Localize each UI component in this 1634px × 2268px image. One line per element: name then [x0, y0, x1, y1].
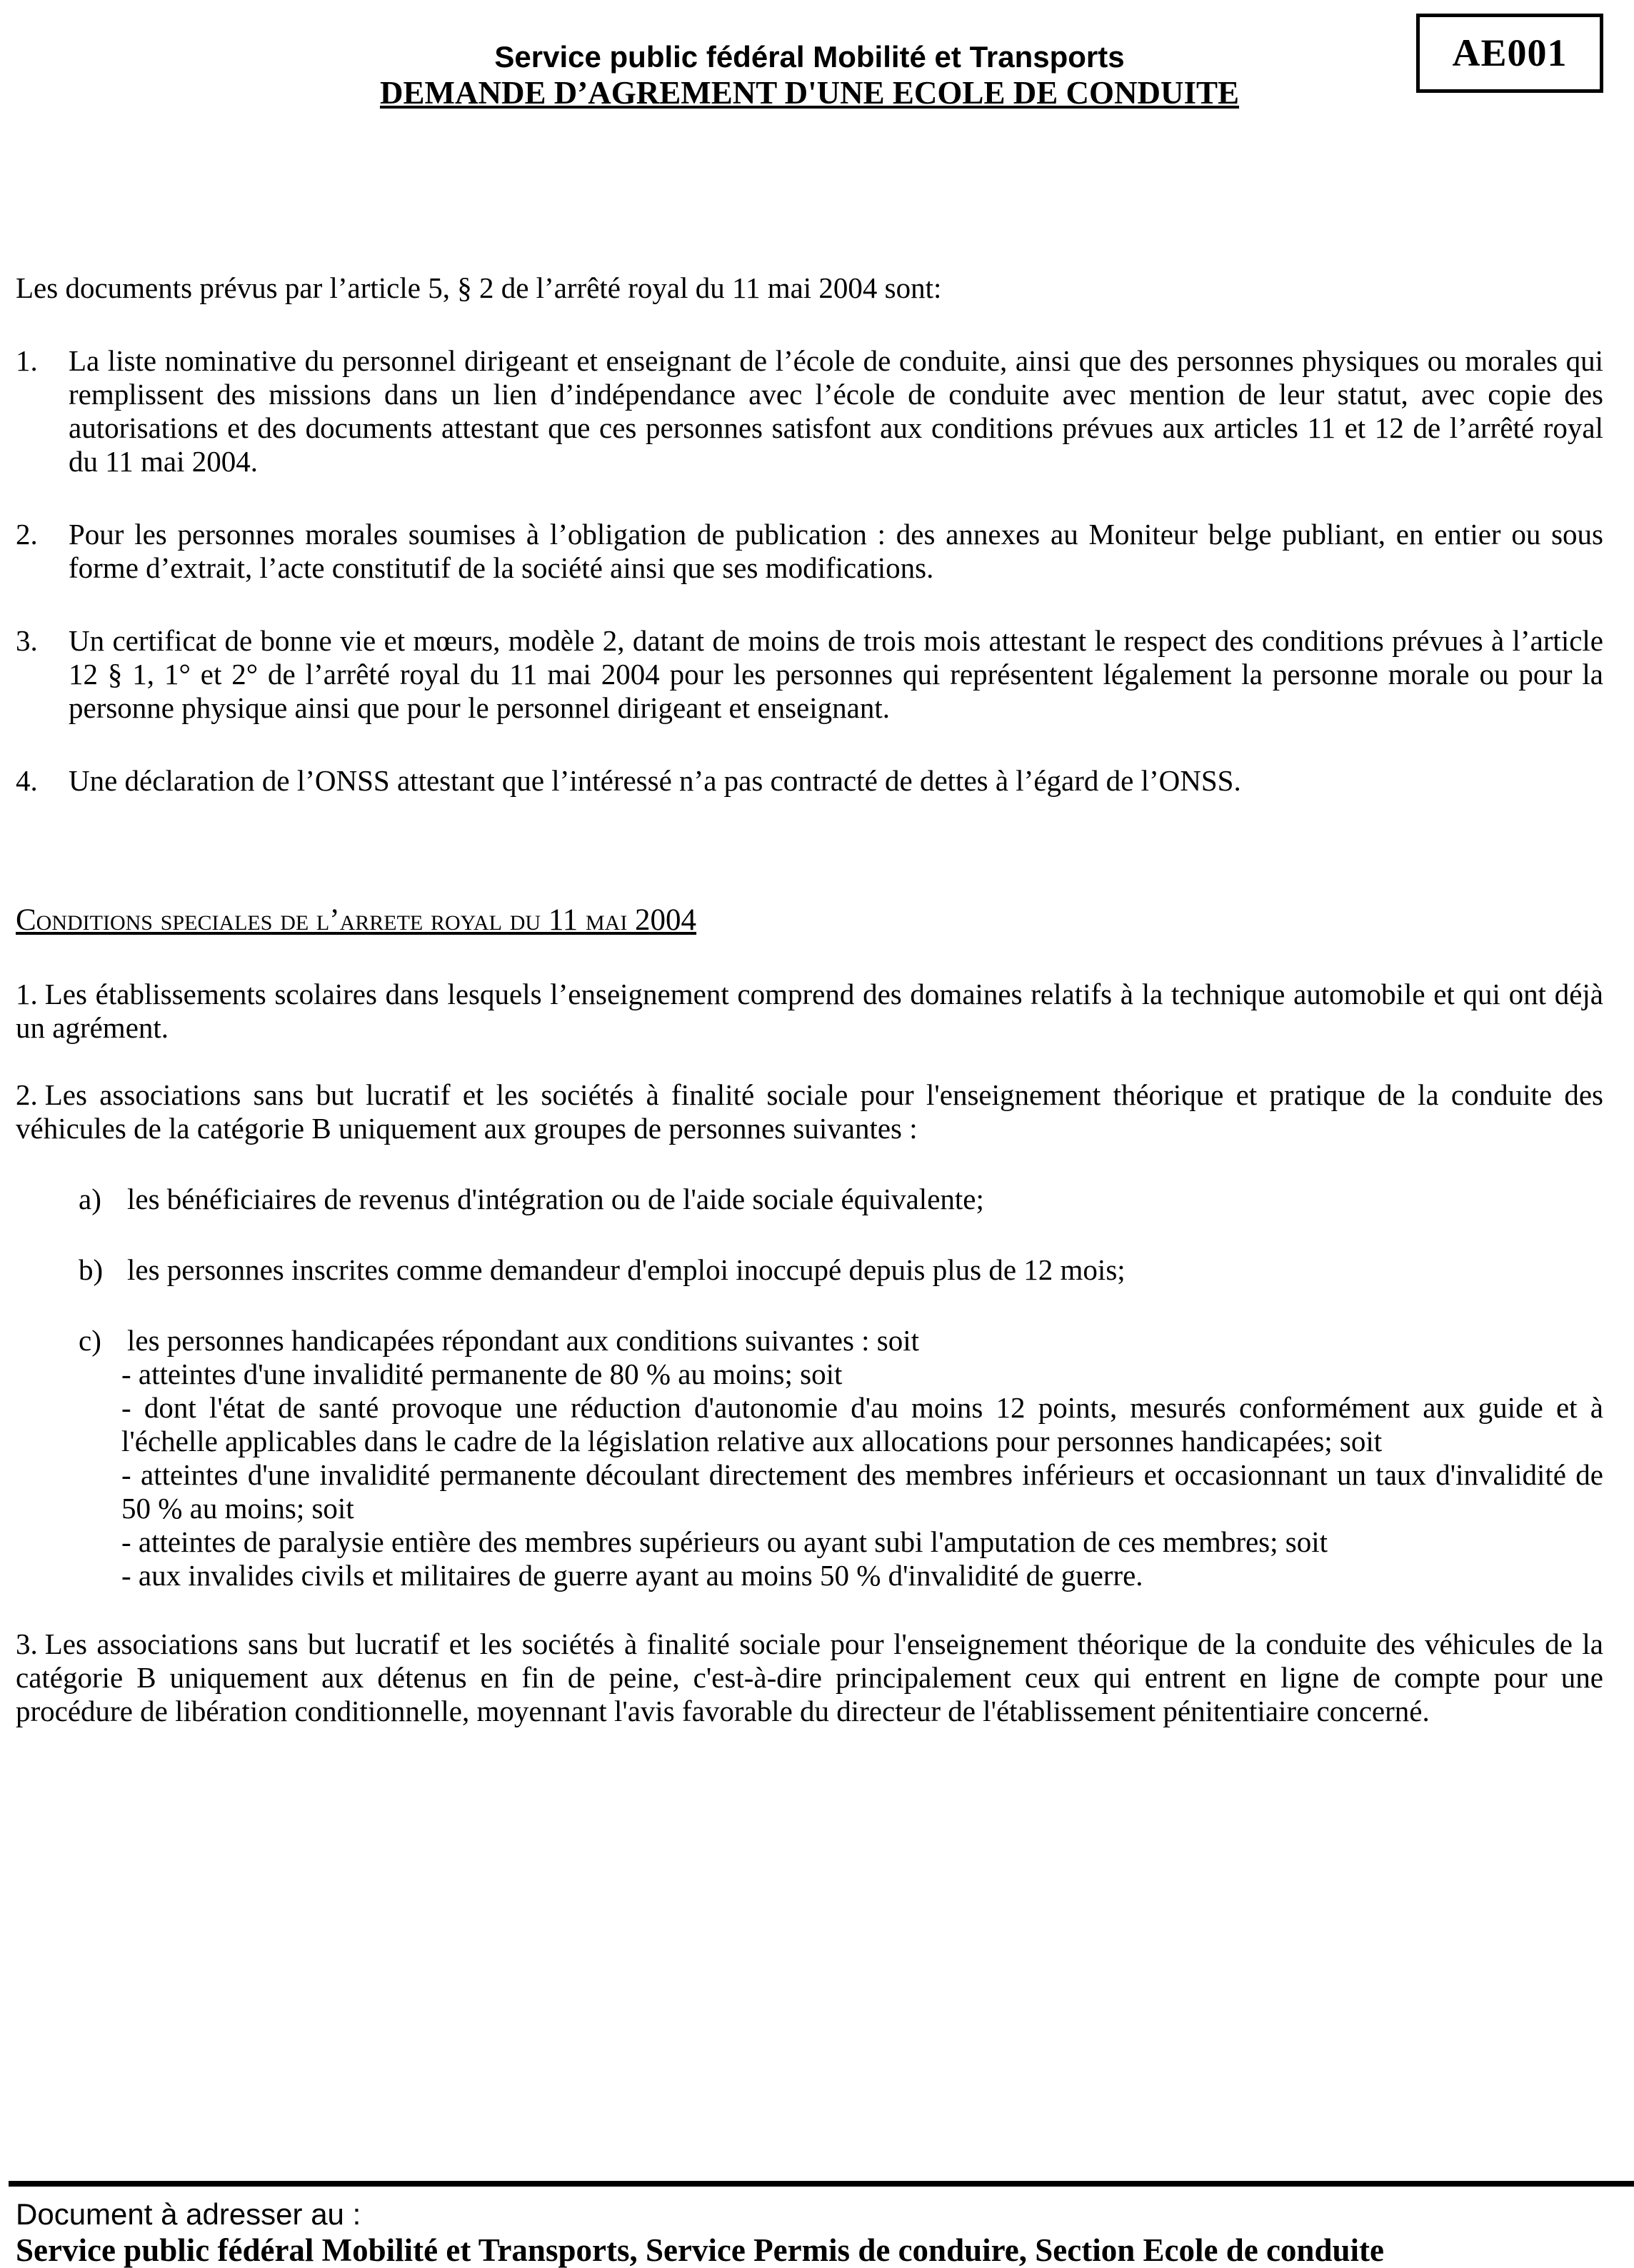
item-letter: c): [79, 1324, 101, 1357]
paragraph-text: Les établissements scolaires dans lesquels l’enseignement comprend des domaines relatifs à la technique automobile et qui ont déjà un agrément.: [16, 978, 1603, 1044]
item-text: les bénéficiaires de revenus d'intégration ou de l'aide sociale équivalente;: [127, 1183, 984, 1215]
bullet-line: - dont l'état de santé provoque une réduction d'autonomie d'au moins 12 points, mesurés conformément aux guide et à l'échelle applicables dans le cadre de la législation relative aux allocations pour personnes handicapées; soit: [121, 1391, 1603, 1457]
agency-name: Service public fédéral Mobilité et Transports: [494, 40, 1125, 74]
paragraph-number: 1.: [16, 978, 38, 1010]
list-item: [16, 764, 1603, 798]
bullet-line: - atteintes d'une invalidité permanente découlant directement des membres inférieurs et occasionnant un taux d'invalidité de 50 % au moins; soit: [121, 1458, 1603, 1525]
item-text: les personnes inscrites comme demandeur d'emploi inoccupé depuis plus de 12 mois;: [127, 1253, 1126, 1286]
paragraph-text: Les associations sans but lucratif et les sociétés à finalité sociale pour l'enseignement théorique de la conduite des véhicules de la catégorie B uniquement aux détenus en fin de peine, c'est-à-dire principalement ceux qui entrent en ligne de compte pour une procédure de libération conditionnelle, moyennant l'avis favorable du directeur de l'établissement pénitentiaire concerné.: [16, 1627, 1603, 1727]
lettered-item-b: [79, 1253, 1603, 1287]
form-code-box: [1416, 14, 1603, 93]
list-item: [16, 344, 1603, 478]
condition-paragraph-2: [16, 1078, 1603, 1145]
paragraph-text: Les associations sans but lucratif et les sociétés à finalité sociale pour l'enseignement théorique et pratique de la conduite des véhicules de la catégorie B uniquement aux groupes de personnes suivantes :: [16, 1078, 1603, 1145]
condition-paragraph-1: [16, 978, 1603, 1045]
item-letter: b): [79, 1253, 104, 1286]
form-code: AE001: [1452, 31, 1568, 74]
bullet-line: - atteintes d'une invalidité permanente de 80 % au moins; soit: [121, 1358, 843, 1390]
document-footer: [16, 2181, 1603, 2268]
bullet-line: - atteintes de paralysie entière des membres supérieurs ou ayant subi l'amputation de ces membres; soit: [121, 1525, 1328, 1558]
item-text: Pour les personnes morales soumises à l’obligation de publication : des annexes au Moniteur belge publiant, en entier ou sous forme d’extrait, l’acte constitutif de la société ainsi que ses modifications.: [69, 518, 1603, 584]
list-item: [79, 1183, 1603, 1216]
bullet-line: - aux invalides civils et militaires de guerre ayant au moins 50 % d'invalidité de guerre.: [121, 1559, 1143, 1592]
intro-paragraph: Les documents prévus par l’article 5, § 2 de l’arrêté royal du 11 mai 2004 sont:: [16, 271, 942, 304]
item-text: La liste nominative du personnel dirigeant et enseignant de l’école de conduite, ainsi que des personnes physiques ou morales qui remplissent des missions dans un lien d’indépendance avec l’école de conduite avec mention de leur statut, avec copie des autorisations et des documents attestant que ces personnes satisfont aux conditions prévues aux articles 11 et 12 de l’arrêté royal du 11 mai 2004.: [69, 344, 1603, 478]
item-number: 1.: [16, 344, 38, 377]
address-line: Service public fédéral Mobilité et Transports, Service Permis de conduire, Section Ecole de conduite: [16, 2232, 1384, 2268]
footer-divider: [9, 2181, 1634, 2187]
list-item: [79, 1253, 1603, 1287]
paragraph-number: 2.: [16, 1078, 38, 1111]
address-label: Document à adresser au :: [16, 2197, 361, 2231]
item-text: Une déclaration de l’ONSS attestant que l’intéressé n’a pas contracté de dettes à l’égard de l’ONSS.: [69, 764, 1241, 797]
document-title: DEMANDE D’AGREMENT D'UNE ECOLE DE CONDUITE: [379, 75, 1240, 111]
section-heading: Conditions speciales de l’arrete royal du 11 mai 2004: [16, 903, 697, 937]
condition-bullets: [121, 1358, 1603, 1592]
item-text: les personnes handicapées répondant aux conditions suivantes : soit: [127, 1324, 920, 1357]
item-text: Un certificat de bonne vie et mœurs, modèle 2, datant de moins de trois mois attestant le respect des conditions prévues à l’article 12 § 1, 1° et 2° de l’arrêté royal du 11 mai 2004 pour les personnes qui représentent légalement la personne morale ou pour la personne physique ainsi que pour le personnel dirigeant et enseignant.: [69, 624, 1603, 724]
condition-paragraph-3: [16, 1627, 1603, 1728]
document-header: [16, 39, 1603, 111]
lettered-item-a: [79, 1183, 1603, 1216]
list-item: [16, 518, 1603, 585]
paragraph-number: 3.: [16, 1627, 38, 1660]
item-number: 3.: [16, 624, 38, 657]
lettered-item-c: [79, 1324, 1603, 1592]
list-item: [16, 624, 1603, 725]
item-number: 4.: [16, 764, 38, 797]
item-letter: a): [79, 1183, 101, 1215]
list-item: [79, 1324, 1603, 1358]
documents-list: [16, 305, 1603, 798]
item-number: 2.: [16, 518, 38, 551]
